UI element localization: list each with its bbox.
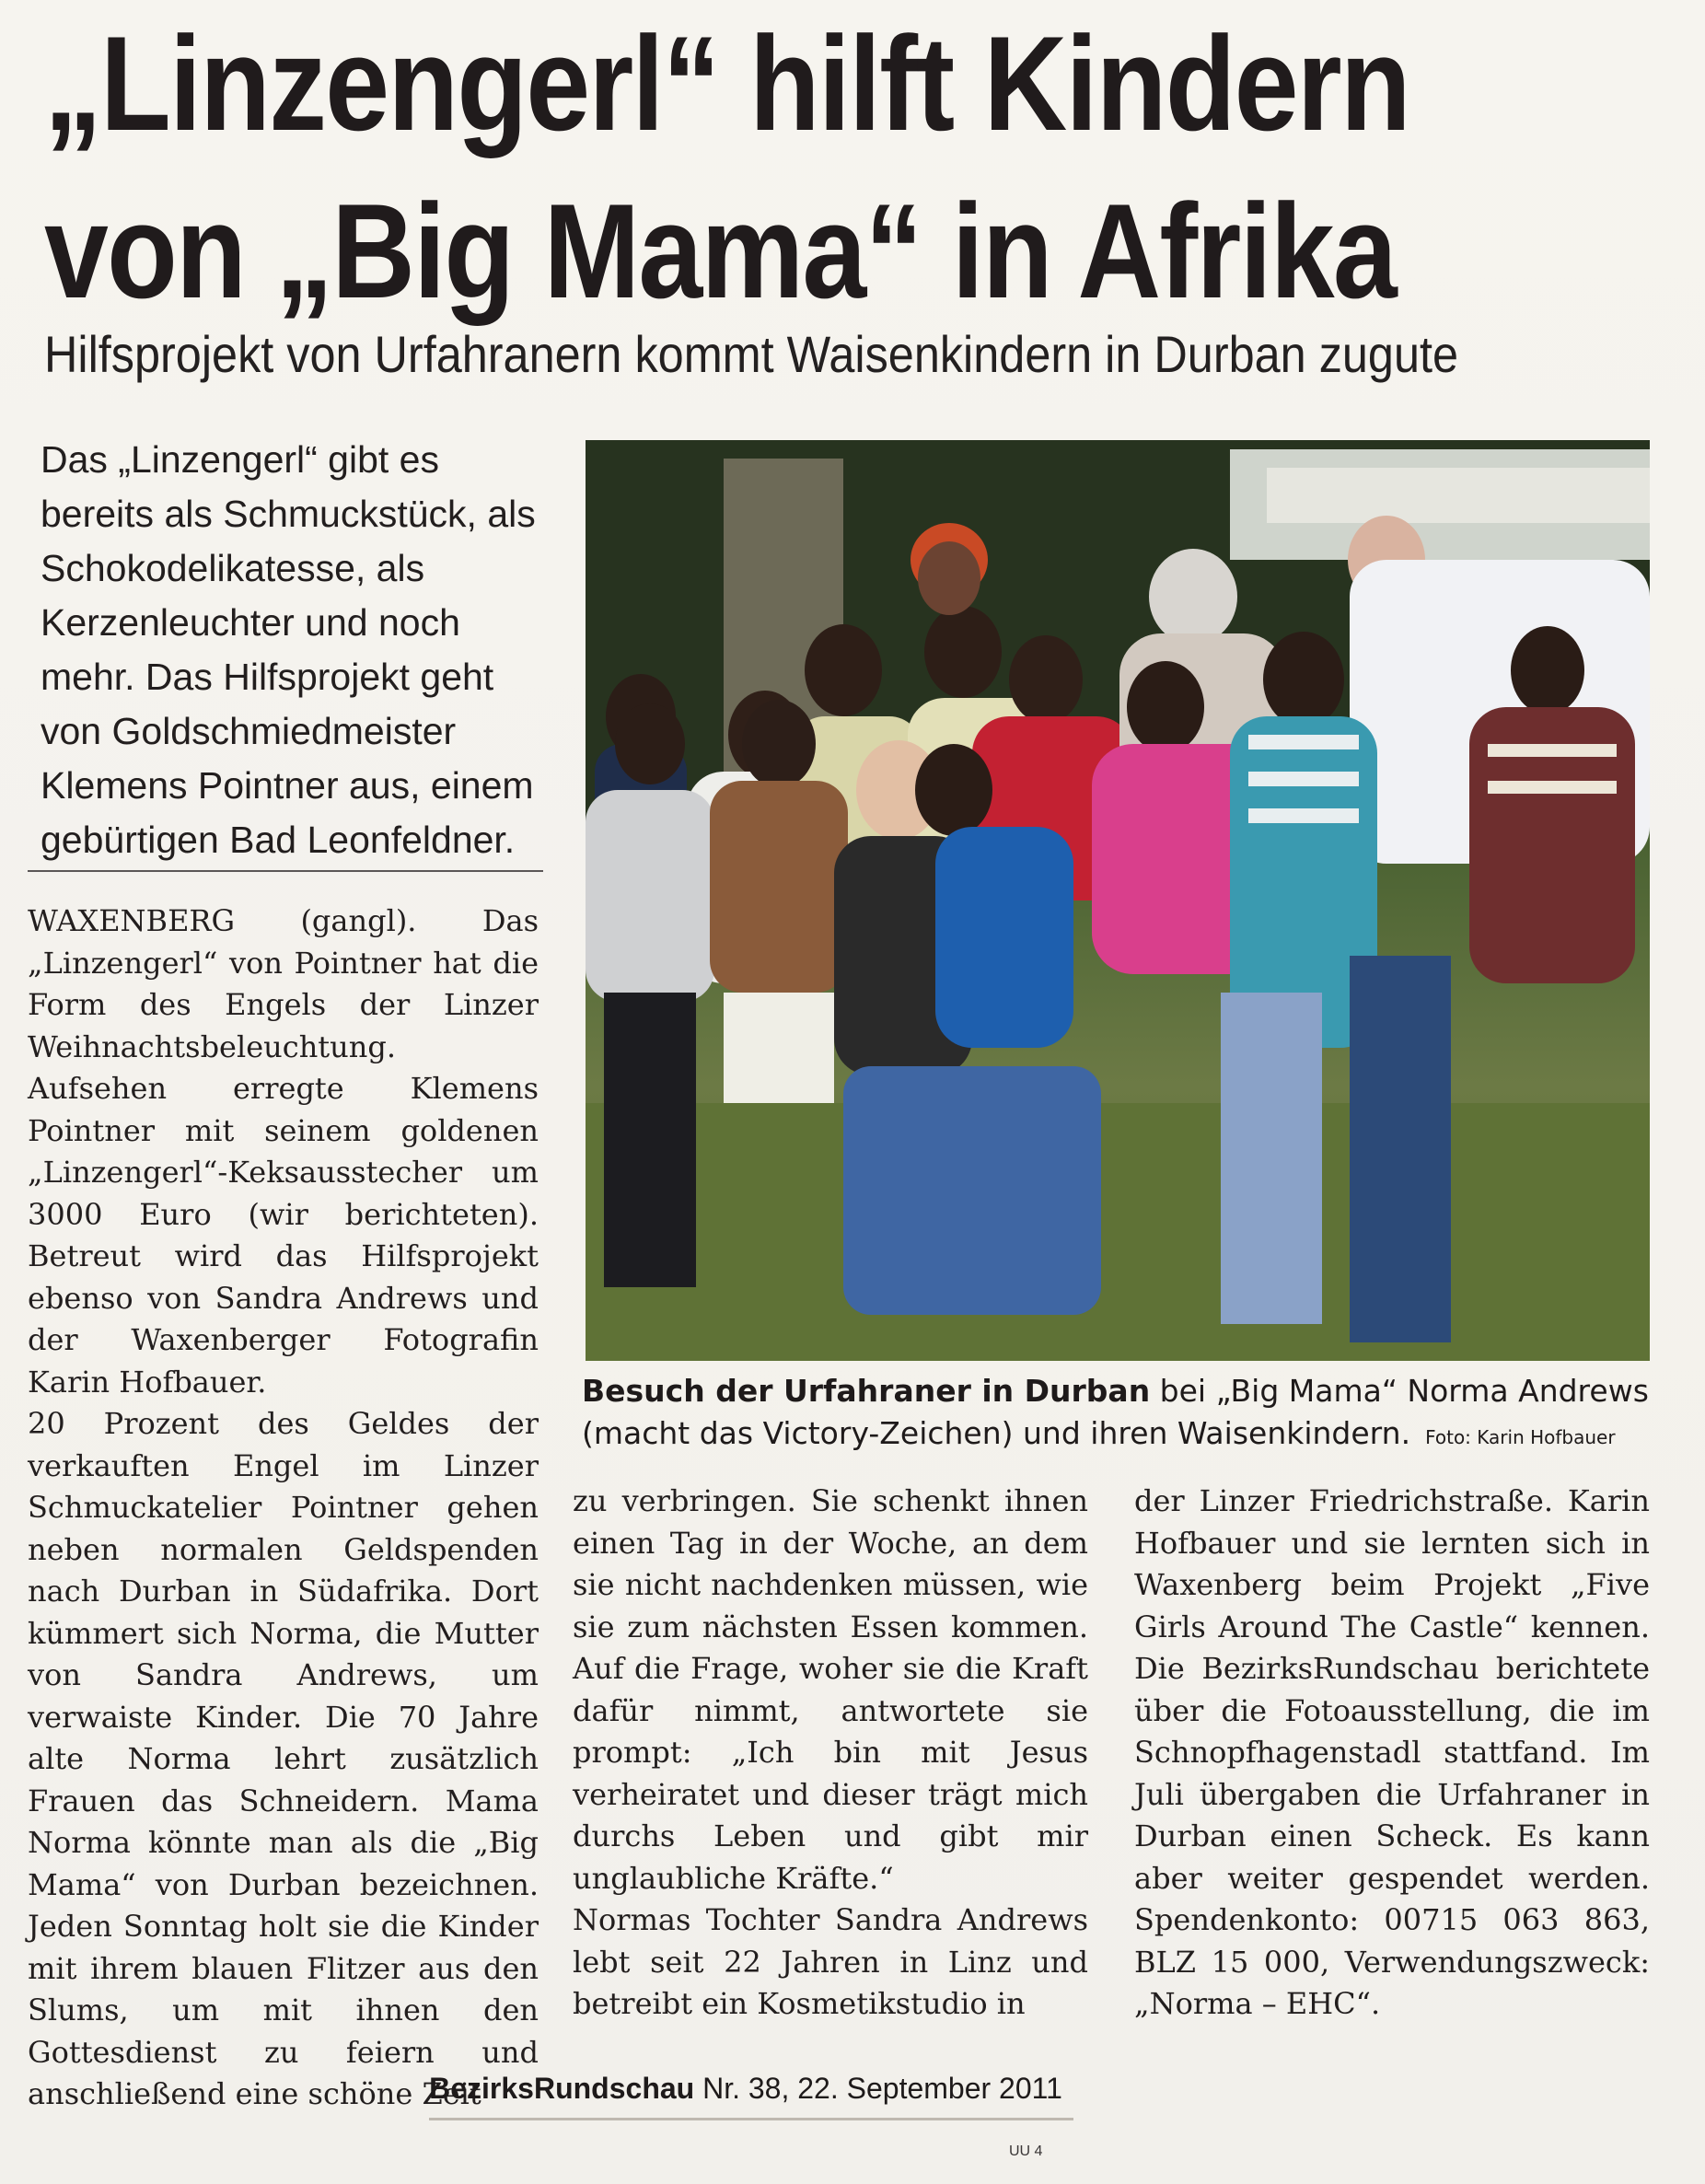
article-column-2 bbox=[573, 1481, 1088, 2026]
photo-caption bbox=[582, 1370, 1650, 1458]
caption-bold: Besuch der Urfahraner in Durban bbox=[582, 1373, 1151, 1409]
column-1-paragraph-2: 20 Prozent des Geldes der verkauften Engel im Linzer Schmuckatelier Pointner gehen neben normalen Geldspenden nach Durban in Südafrika. Dort kümmert sich Norma, die Mutter von Sandra Andrews, um verwaiste Kinder. Die 70 Jahre alte Norma lehrt zusätzlich Frauen das Schneidern. Mama Norma könnte man als die „Big Mama“ von Durban bezeichnen. Jeden Sonntag holt sie die Kinder mit ihrem blauen Flitzer aus den Slums, um mit ihnen den Gottesdienst zu feiern und anschließend eine schöne Zeit bbox=[28, 1406, 539, 2111]
headline-line-2: von „Big Mama“ in Afrika bbox=[44, 176, 1397, 326]
lead-paragraph: Das „Linzengerl“ gibt es bereits als Schmuckstück, als Schokodelikatesse, als Kerzenleuchter und noch mehr. Das Hilfsprojekt geht von Goldschmiedmeister Klemens Pointner aus, einem gebürtigen Bad Leonfeldner. bbox=[41, 438, 536, 861]
publication-name: BezirksRundschau bbox=[429, 2072, 695, 2105]
group-photo bbox=[586, 440, 1650, 1361]
column-1-paragraph-1: WAXENBERG (gangl). Das „Linzengerl“ von Pointner hat die Form des Engels der Linzer Weihnachtsbeleuchtung. Aufsehen erregte Klemens Pointner mit seinem goldenen „Linzengerl“-Keksausstecher um 3000 Euro (wir berichteten). Betreut wird das Hilfsprojekt ebenso von Sandra Andrews und der Waxenberger Fotografin Karin Hofbauer. bbox=[28, 903, 539, 1400]
headline-line-1: „Linzengerl“ hilft Kindern bbox=[44, 8, 1409, 158]
article-column-3 bbox=[1134, 1481, 1650, 2026]
photo-credit: Foto: Karin Hofbauer bbox=[1425, 1426, 1616, 1448]
article-column-1 bbox=[28, 900, 539, 2116]
issue-info: Nr. 38, 22. September 2011 bbox=[694, 2072, 1062, 2105]
column-3-paragraph-1: der Linzer Friedrichstraße. Karin Hofbauer und sie lernten sich in Waxenberg beim Projekt „Five Girls Around The Castle“ kennen. Die BezirksRundschau berichtete über die Fotoausstellung, die im Schnopfhagenstadl stattfand. Im Juli übergaben die Urfahraner in Durban einen Scheck. Es kann aber weiter gespendet werden. Spendenkonto: 00715 063 863, BLZ 15 000, Verwendungszweck: „Norma – EHC“. bbox=[1134, 1483, 1650, 2021]
caption-text: bei „Big Mama“ Norma Andrews (macht das Victory-Zeichen) und ihren Waisenkindern. bbox=[582, 1373, 1649, 1451]
page-mark: UU 4 bbox=[1009, 2143, 1043, 2159]
publication-footer bbox=[423, 2072, 1068, 2106]
column-2-paragraph-2: Normas Tochter Sandra Andrews lebt seit 22 Jahren in Linz und betreibt ein Kosmetikstudio in bbox=[573, 1902, 1088, 2021]
footer-divider bbox=[429, 2118, 1073, 2120]
subheadline: Hilfsprojekt von Urfahranern kommt Waisenkindern in Durban zugute bbox=[44, 325, 1459, 383]
lead-divider bbox=[28, 870, 543, 872]
column-2-paragraph-1: zu verbringen. Sie schenkt ihnen einen Tag in der Woche, an dem sie nicht nachdenken müssen, wie sie zum nächsten Essen kommen. Auf die Frage, woher sie die Kraft dafür nimmt, antwortete sie prompt: „Ich bin mit Jesus verheiratet und dieser trägt mich durchs Leben und gibt mir unglaubliche Kräfte.“ bbox=[573, 1483, 1088, 1896]
photo-illustration bbox=[586, 440, 1650, 1361]
